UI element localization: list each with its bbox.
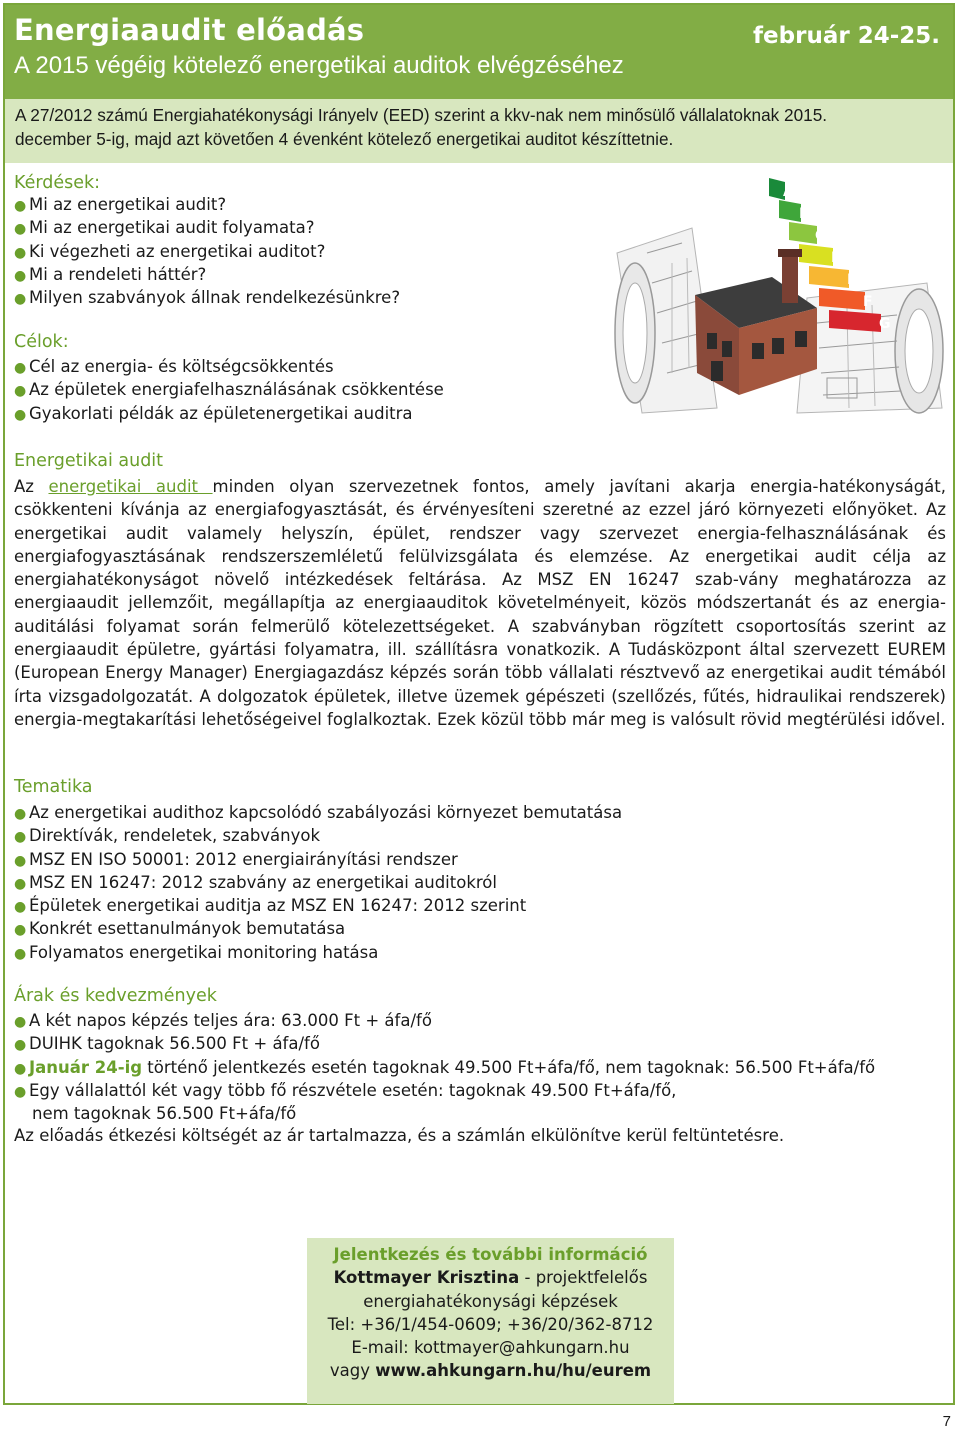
rating-label-f: F xyxy=(863,294,873,310)
list-item: ● DUIHK tagoknak 56.500 Ft + áfa/fő xyxy=(14,1032,875,1055)
list-item: ● Mi az energetikai audit? xyxy=(14,193,400,216)
rating-bar-e xyxy=(809,266,849,288)
list-item: ● Mi az energetikai audit folyamata? xyxy=(14,216,400,239)
audit-heading: Energetikai audit xyxy=(14,451,164,471)
topics-heading: Tematika xyxy=(14,777,93,797)
bullet-icon: ● xyxy=(14,198,27,214)
list-item: ● Cél az energia- és költségcsökkentés xyxy=(14,355,444,378)
contact-heading: Jelentkezés és további információ xyxy=(333,1245,648,1264)
questions-list xyxy=(14,193,400,309)
list-item: ● MSZ EN 16247: 2012 szabvány az energetikai auditokról xyxy=(14,871,622,894)
intro-line-2: december 5-ig, majd azt követően 4 évenként kötelező energetikai auditot készíttetnie. xyxy=(15,129,674,149)
bullet-icon: ● xyxy=(14,899,27,916)
list-item: ● Az épületek energiafelhasználásának csökkentése xyxy=(14,378,444,401)
contact-web-link[interactable]: www.ahkungarn.hu/hu/eurem xyxy=(375,1361,652,1381)
bullet-icon: ● xyxy=(14,829,27,846)
list-item: ● Mi a rendeleti háttér? xyxy=(14,263,400,286)
brick-house-icon xyxy=(695,249,817,395)
list-item: ● Épületek energetikai auditja az MSZ EN 16247: 2012 szerint xyxy=(14,894,622,917)
rating-bar-c xyxy=(789,222,817,244)
bullet-icon: ● xyxy=(14,221,27,238)
bullet-icon: ● xyxy=(14,922,27,939)
list-item: ● MSZ EN ISO 50001: 2012 energiairányítási rendszer xyxy=(14,848,622,871)
list-item: nem tagoknak 56.500 Ft+áfa/fő xyxy=(32,1104,297,1124)
list-item: ● Milyen szabványok állnak rendelkezésünkre? xyxy=(14,286,400,309)
list-item: ● Az energetikai audithoz kapcsolódó szabályozási környezet bemutatása xyxy=(14,801,622,824)
list-item: ● Folyamatos energetikai monitoring hatása xyxy=(14,941,622,964)
prices-list xyxy=(14,1009,875,1125)
contact-person: Kottmayer Krisztina - projektfelelős xyxy=(333,1268,648,1288)
energy-audit-link[interactable]: energetikai audit xyxy=(48,477,213,496)
rating-label-g: G xyxy=(879,316,891,332)
event-date: február 24-25. xyxy=(753,23,940,49)
bullet-icon: ● xyxy=(14,360,27,376)
header-banner xyxy=(5,5,953,99)
prices-heading: Árak és kedvezmények xyxy=(14,986,217,1006)
goals-list xyxy=(14,355,444,425)
bullet-icon: ● xyxy=(14,1014,27,1030)
list-item: ● Konkrét esettanulmányok bemutatása xyxy=(14,917,622,940)
contact-phone: Tel: +36/1/454-0609; +36/20/362-8712 xyxy=(327,1314,654,1334)
rating-label-e: E xyxy=(847,272,857,288)
list-item: ● Gyakorlati példák az épületenergetikai auditra xyxy=(14,402,444,425)
page-title: Energiaaudit előadás xyxy=(14,13,365,47)
audit-paragraph: Az energetikai audit minden olyan szervezetnek fontos, amely javítani akarja energia-hatékonyságát, csökkenteni kívánja az energiafogyasztását, és érvényesíteni szeretné az ezzel járó környezeti előnyöket. Az energetikai audit valamely helyszín, épület, rendszer vagy szervezet energia-felhasználásának és energiafogyasztásának rendszerszemléletű felülvizsgálata és elemzése. Az energetikai audit célja az energiahatékonyságot növelő intézkedések feltárása. Az MSZ EN 16247 szab-vány meghatározza az energiaaudit jellemzőit, megállapítja az energiaauditok követelményeit, közös módszertanát és az energia-auditálási folyamat során felmerülő kötelezettségeket. A szabványban rögzített csoportosítás szerint az energiaaudit épületre, gyártási folyamatra, ill. szállításra vonatkozik. A Tudásközpont által szervezett EUREM (European Energy Manager) Energiagazdász képzés során több vállalati résztvevő az energetikai audit témából írta vizsgadolgozatát. A dolgozatok épületek, illetve üzemek gépészeti (szellőzés, fűtés, hidraulikai rendszerek) energia-megtakarítási lehetőségeivel foglalkoztak. Ezek közül több már meg is valósult rövid megtérülési idővel. xyxy=(14,477,946,729)
bullet-icon: ● xyxy=(14,806,27,822)
list-item: ● Ki végezheti az energetikai auditot? xyxy=(14,240,400,263)
bullet-icon: ● xyxy=(14,383,27,400)
contact-department: energiahatékonysági képzések xyxy=(363,1291,618,1311)
rating-label-d: D xyxy=(831,250,843,266)
list-item: ● Egy vállalattól két vagy több fő részvétele esetén: tagoknak 49.500 Ft+áfa/fő, xyxy=(14,1079,875,1102)
bullet-icon: ● xyxy=(14,875,27,892)
goals-heading: Célok: xyxy=(14,332,69,352)
list-item: ● Direktívák, rendeletek, szabványok xyxy=(14,824,622,847)
bullet-icon: ● xyxy=(14,267,27,284)
intro-box xyxy=(5,99,953,163)
bullet-icon: ● xyxy=(14,852,27,869)
contact-email[interactable]: E-mail: kottmayer@ahkungarn.hu xyxy=(351,1338,630,1358)
bullet-icon: ● xyxy=(14,244,27,261)
page-number: 7 xyxy=(942,1413,951,1430)
bullet-icon: ● xyxy=(14,1060,27,1077)
rating-label-a: A xyxy=(783,184,794,200)
rating-label-b: B xyxy=(799,206,810,222)
energy-building-illustration xyxy=(597,173,949,419)
topics-list xyxy=(14,801,622,964)
list-item: ● A két napos képzés teljes ára: 63.000 Ft + áfa/fő xyxy=(14,1009,875,1032)
bullet-icon: ● xyxy=(14,1037,27,1054)
prices-footnote: Az előadás étkezési költségét az ár tartalmazza, és a számlán elkülönítve kerül feltüntetésre. xyxy=(14,1126,785,1145)
intro-line-1: A 27/2012 számú Energiahatékonysági Irányelv (EED) szerint a kkv-nak nem minősülő vállalatoknak 2015. xyxy=(15,105,828,125)
rating-label-c: C xyxy=(815,228,826,244)
list-item: ● Január 24-ig történő jelentkezés esetén tagoknak 49.500 Ft+áfa/fő, nem tagoknak: 56.500 Ft+áfa/fő xyxy=(14,1056,875,1079)
questions-heading: Kérdések: xyxy=(14,173,101,193)
contact-web: vagy www.ahkungarn.hu/hu/eurem xyxy=(329,1361,652,1381)
bullet-icon: ● xyxy=(14,406,27,423)
bullet-icon: ● xyxy=(14,291,27,308)
bullet-icon: ● xyxy=(14,1083,27,1100)
page-subtitle: A 2015 végéig kötelező energetikai auditok elvégzéséhez xyxy=(14,52,624,79)
contact-box xyxy=(307,1238,674,1404)
rating-bar-d xyxy=(799,244,833,266)
rating-bar-b xyxy=(779,200,801,222)
bullet-icon: ● xyxy=(14,945,27,962)
page-frame xyxy=(3,3,955,1405)
